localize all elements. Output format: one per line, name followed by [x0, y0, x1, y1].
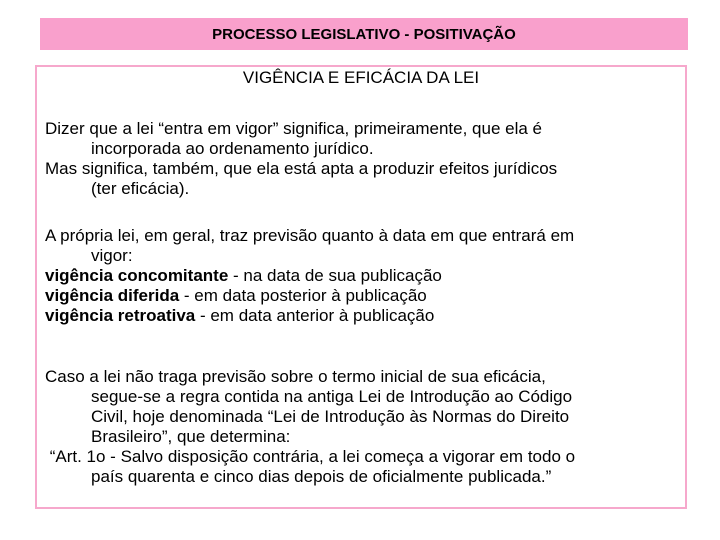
list-item-diferida: [45, 286, 681, 306]
term-description: - em data posterior à publicação: [179, 286, 427, 305]
term-description: - em data anterior à publicação: [195, 306, 435, 325]
header-banner: [40, 18, 688, 50]
paragraph-vigencia-types: [45, 226, 681, 326]
text-line: país quarenta e cinco dias depois de oficialmente publicada.”: [91, 467, 552, 486]
text-line: Civil, hoje denominada “Lei de Introdução às Normas do Direito: [91, 407, 570, 426]
text-line: Mas significa, também, que ela está apta a produzir efeitos jurídicos: [45, 159, 558, 178]
text-line: Caso a lei não traga previsão sobre o termo inicial de sua eficácia,: [45, 367, 546, 386]
content-box: [35, 65, 687, 509]
section-title: VIGÊNCIA E EFICÁCIA DA LEI: [242, 68, 480, 87]
text-line: Brasileiro”, que determina:: [91, 427, 291, 446]
list-item-concomitante: [45, 266, 681, 286]
term-label: vigência diferida: [45, 286, 180, 305]
page-title: PROCESSO LEGISLATIVO - POSITIVAÇÃO: [212, 25, 516, 43]
text-line: (ter eficácia).: [91, 179, 190, 198]
text-line: “Art. 1o - Salvo disposição contrária, a lei começa a vigorar em todo o: [45, 447, 576, 466]
term-description: - na data de sua publicação: [228, 266, 442, 285]
term-label: vigência concomitante: [45, 266, 229, 285]
term-label: vigência retroativa: [45, 306, 196, 325]
text-line: incorporada ao ordenamento jurídico.: [91, 139, 374, 158]
text-line: Dizer que a lei “entra em vigor” significa, primeiramente, que ela é: [45, 119, 543, 138]
list-item-retroativa: [45, 306, 681, 326]
text-line: vigor:: [91, 246, 133, 265]
paragraph-lindb-rule: [45, 367, 681, 487]
text-line: segue-se a regra contida na antiga Lei de Introdução ao Código: [91, 387, 573, 406]
text-line: A própria lei, em geral, traz previsão quanto à data em que entrará em: [45, 226, 575, 245]
paragraph-vigor-definition: [45, 119, 681, 199]
